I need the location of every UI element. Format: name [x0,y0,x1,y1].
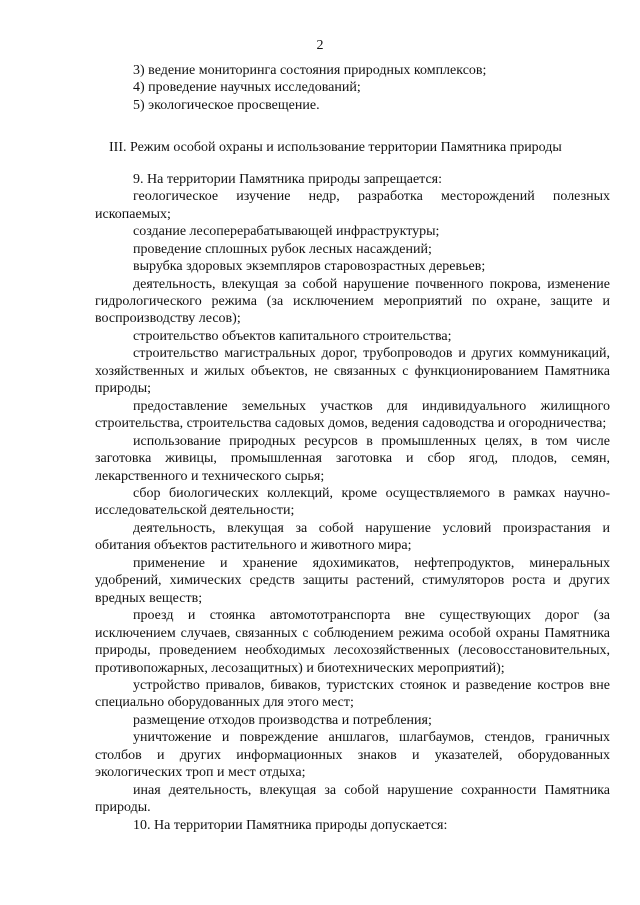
prohibition-item: деятельность, влекущая за собой нарушение условий произрастания и обитания объектов растительного и животного мира; [95,520,610,554]
prohibition-item: использование природных ресурсов в промышленных целях, в том числе заготовка живицы, промышленная заготовка и сбор ягод, плодов, семян, лекарственного и технического сырья; [95,433,610,484]
prohibition-item: строительство магистральных дорог, трубопроводов и других коммуникаций, хозяйственных и жилых объектов, не связанных с функционированием Памятника природы; [95,346,610,397]
prohibition-item: проведение сплошных рубок лесных насаждений; [133,241,432,257]
prohibition-item: строительство объектов капитального строительства; [133,328,452,344]
prohibition-item: предоставление земельных участков для индивидуального жилищного строительства, строительства садовых домов, ведения садоводства и огородничества; [95,398,610,432]
prohibition-item: вырубка здоровых экземпляров старовозрастных деревьев; [133,259,486,275]
prohibition-item: размещение отходов производства и потребления; [133,712,432,728]
prohibition-item: уничтожение и повреждение аншлагов, шлагбаумов, стендов, граничных столбов и других информационных знаков и указателей, оборудованных экологических троп и мест отдыха; [95,730,610,781]
section-title: III. Режим особой охраны и использование территории Памятника природы [109,140,562,156]
clause-9-intro: 9. На территории Памятника природы запрещается: [133,171,443,187]
clause-10-intro: 10. На территории Памятника природы допускается: [133,817,448,833]
document-body [95,62,610,834]
prohibition-item: устройство привалов, биваков, туристских стоянок и разведение костров вне специально оборудованных для этого мест; [95,677,610,711]
page-number: 2 [316,38,324,53]
prohibition-item: создание лесоперерабатывающей инфраструктуры; [133,224,440,240]
list-item: 4) проведение научных исследований; [133,80,361,96]
prohibition-item: иная деятельность, влекущая за собой нарушение сохранности Памятника природы. [95,782,610,816]
prohibition-item: применение и хранение ядохимикатов, нефтепродуктов, минеральных удобрений, химических средств защиты растений, стимуляторов роста и других вредных веществ; [95,555,610,606]
prohibition-item: сбор биологических коллекций, кроме осуществляемого в рамках научно-исследовательской деятельности; [95,485,610,519]
prohibition-item: геологическое изучение недр, разработка месторождений полезных ископаемых; [95,189,610,222]
prohibition-item: проезд и стоянка автомототранспорта вне существующих дорог (за исключением случаев, связанных с соблюдением режима особой охраны Памятника природы, проведением необходимых лесохозяйственных (лесовосстановительных, противопожарных, лесозащитных) и биотехнических мероприятий); [95,608,610,676]
list-item: 3) ведение мониторинга состояния природных комплексов; [133,63,487,78]
list-item: 5) экологическое просвещение. [133,97,320,113]
prohibition-item: деятельность, влекущая за собой нарушение почвенного покрова, изменение гидрологического режима (за исключением мероприятий по охране, защите и воспроизводству лесов); [95,276,610,327]
